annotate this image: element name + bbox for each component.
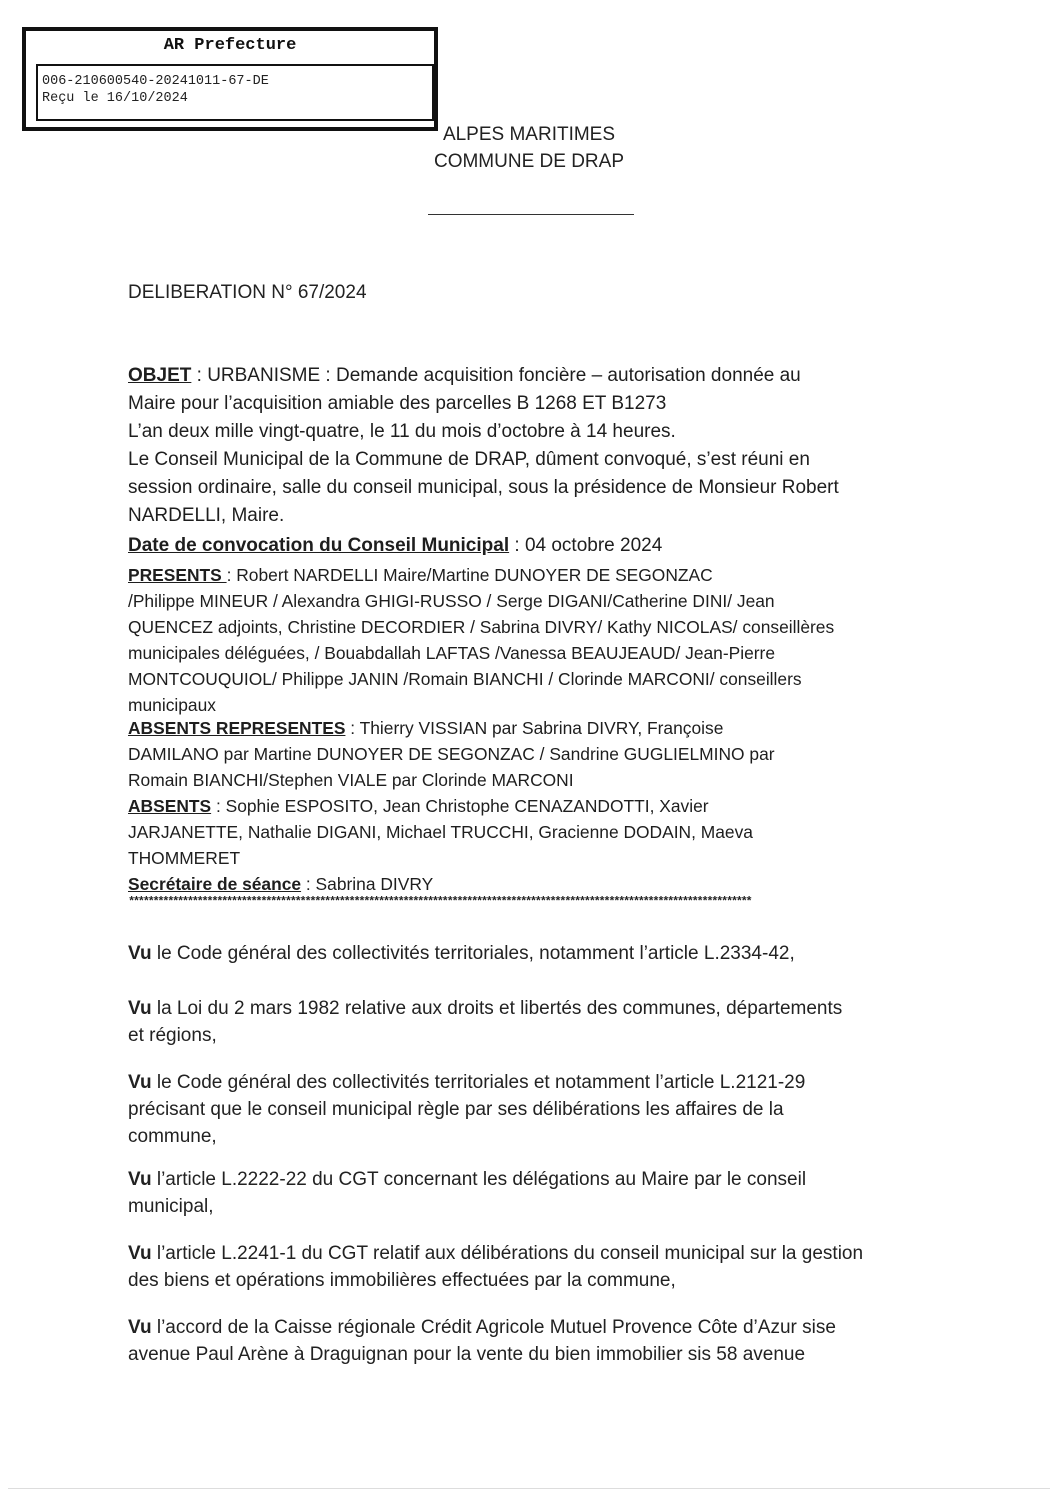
meeting-date-line: L’an deux mille vingt-quatre, le 11 du mois d’octobre à 14 heures. <box>128 421 676 442</box>
presents-line: QUENCEZ adjoints, Christine DECORDIER / Sabrina DIVRY/ Kathy NICOLAS/ conseillères <box>128 617 835 637</box>
vu-lead: Vu <box>128 943 152 964</box>
stamp-title: AR Prefecture <box>163 36 297 55</box>
absents-label: ABSENTS <box>128 796 212 816</box>
presents-line: /Philippe MINEUR / Alexandra GHIGI-RUSSO / Serge DIGANI/Catherine DINI/ Jean <box>128 591 775 611</box>
vu-paragraph <box>128 1240 948 1294</box>
vu-paragraph <box>128 1069 948 1150</box>
absents-representes-line: : Thierry VISSIAN par Sabrina DIVRY, Françoise <box>345 718 724 738</box>
vu-lead: Vu <box>128 998 152 1019</box>
absents-line: : Sophie ESPOSITO, Jean Christophe CENAZANDOTTI, Xavier <box>211 796 709 816</box>
vu-text: la Loi du 2 mars 1982 relative aux droits et libertés des communes, départements <box>151 998 843 1019</box>
separator-line: ******************************************************************************************************************************* <box>128 895 751 909</box>
objet-line-2: Maire pour l’acquisition amiable des parcelles B 1268 ET B1273 <box>128 393 667 414</box>
objet-text: : URBANISME : Demande acquisition foncière – autorisation donnée au <box>191 365 801 386</box>
secretaire-line <box>128 871 938 897</box>
prefecture-stamp <box>22 27 438 131</box>
vu-text: le Code général des collectivités territoriales et notamment l’article L.2121-29 <box>151 1072 806 1093</box>
vu-text: des biens et opérations immobilières effectuées par la commune, <box>128 1270 676 1291</box>
department-name: ALPES MARITIMES <box>442 124 616 145</box>
presents-line: MONTCOUQUIOL/ Philippe JANIN /Romain BIANCHI / Clorinde MARCONI/ conseillers <box>128 669 802 689</box>
stamp-received-date: Reçu le 16/10/2024 <box>42 91 188 106</box>
objet-label: OBJET <box>128 365 192 386</box>
objet-section <box>128 362 938 530</box>
absents-line: THOMMERET <box>128 848 241 868</box>
presents-label: PRESENTS <box>128 565 227 585</box>
vu-lead: Vu <box>128 1169 152 1190</box>
vu-text: l’article L.2241-1 du CGT relatif aux délibérations du conseil municipal sur la gestion <box>151 1243 864 1264</box>
presents-line: municipales déléguées, / Bouabdallah LAFTAS /Vanessa BEAUJEAUD/ Jean-Pierre <box>128 643 776 663</box>
council-line-3: NARDELLI, Maire. <box>128 505 285 526</box>
presents-section <box>128 562 938 718</box>
vu-paragraph <box>128 1166 948 1220</box>
convocation-line <box>128 532 938 560</box>
vu-text: et régions, <box>128 1025 217 1046</box>
presents-line: : Robert NARDELLI Maire/Martine DUNOYER DE SEGONZAC <box>226 565 713 585</box>
vu-text: municipal, <box>128 1196 214 1217</box>
absents-representes-label: ABSENTS REPRESENTES <box>128 718 346 738</box>
vu-text: avenue Paul Arène à Draguignan pour la vente du bien immobilier sis 58 avenue <box>128 1344 806 1365</box>
vu-paragraph <box>128 995 948 1049</box>
presents-line: municipaux <box>128 695 216 715</box>
absents-line: JARJANETTE, Nathalie DIGANI, Michael TRUCCHI, Gracienne DODAIN, Maeva <box>128 822 753 842</box>
vu-lead: Vu <box>128 1317 152 1338</box>
absents-representes-line: DAMILANO par Martine DUNOYER DE SEGONZAC / Sandrine GUGLIELMINO par <box>128 744 775 764</box>
objet-line-1 <box>128 362 938 390</box>
vu-text: précisant que le conseil municipal règle par ses délibérations les affaires de la <box>128 1099 784 1120</box>
convocation-date: : 04 octobre 2024 <box>509 535 663 556</box>
absents-representes-section <box>128 715 938 793</box>
vu-lead: Vu <box>128 1243 152 1264</box>
vu-paragraph <box>128 940 948 967</box>
secretaire-name: : Sabrina DIVRY <box>301 874 434 894</box>
commune-name: COMMUNE DE DRAP <box>433 151 624 172</box>
absents-section <box>128 793 938 871</box>
council-line-1: Le Conseil Municipal de la Commune de DRAP, dûment convoqué, s’est réuni en <box>128 449 810 470</box>
header-divider <box>428 214 634 215</box>
stamp-details <box>36 64 434 121</box>
secretaire-label: Secrétaire de séance <box>128 874 302 894</box>
convocation-label: Date de convocation du Conseil Municipal <box>128 535 510 556</box>
absents-representes-line: Romain BIANCHI/Stephen VIALE par Clorinde MARCONI <box>128 770 574 790</box>
council-line-2: session ordinaire, salle du conseil municipal, sous la présidence de Monsieur Robert <box>128 477 839 498</box>
vu-text: l’accord de la Caisse régionale Crédit Agricole Mutuel Provence Côte d’Azur sise <box>151 1317 836 1338</box>
vu-lead: Vu <box>128 1072 152 1093</box>
vu-text: le Code général des collectivités territoriales, notamment l’article L.2334-42, <box>151 943 795 964</box>
deliberation-number: DELIBERATION N° 67/2024 <box>128 282 367 303</box>
vu-paragraph <box>128 1314 948 1368</box>
page-edge-line <box>8 1488 1050 1489</box>
stamp-reference: 006-210600540-20241011-67-DE <box>42 74 269 89</box>
vu-text: commune, <box>128 1126 217 1147</box>
vu-text: l’article L.2222-22 du CGT concernant les délégations au Maire par le conseil <box>151 1169 807 1190</box>
